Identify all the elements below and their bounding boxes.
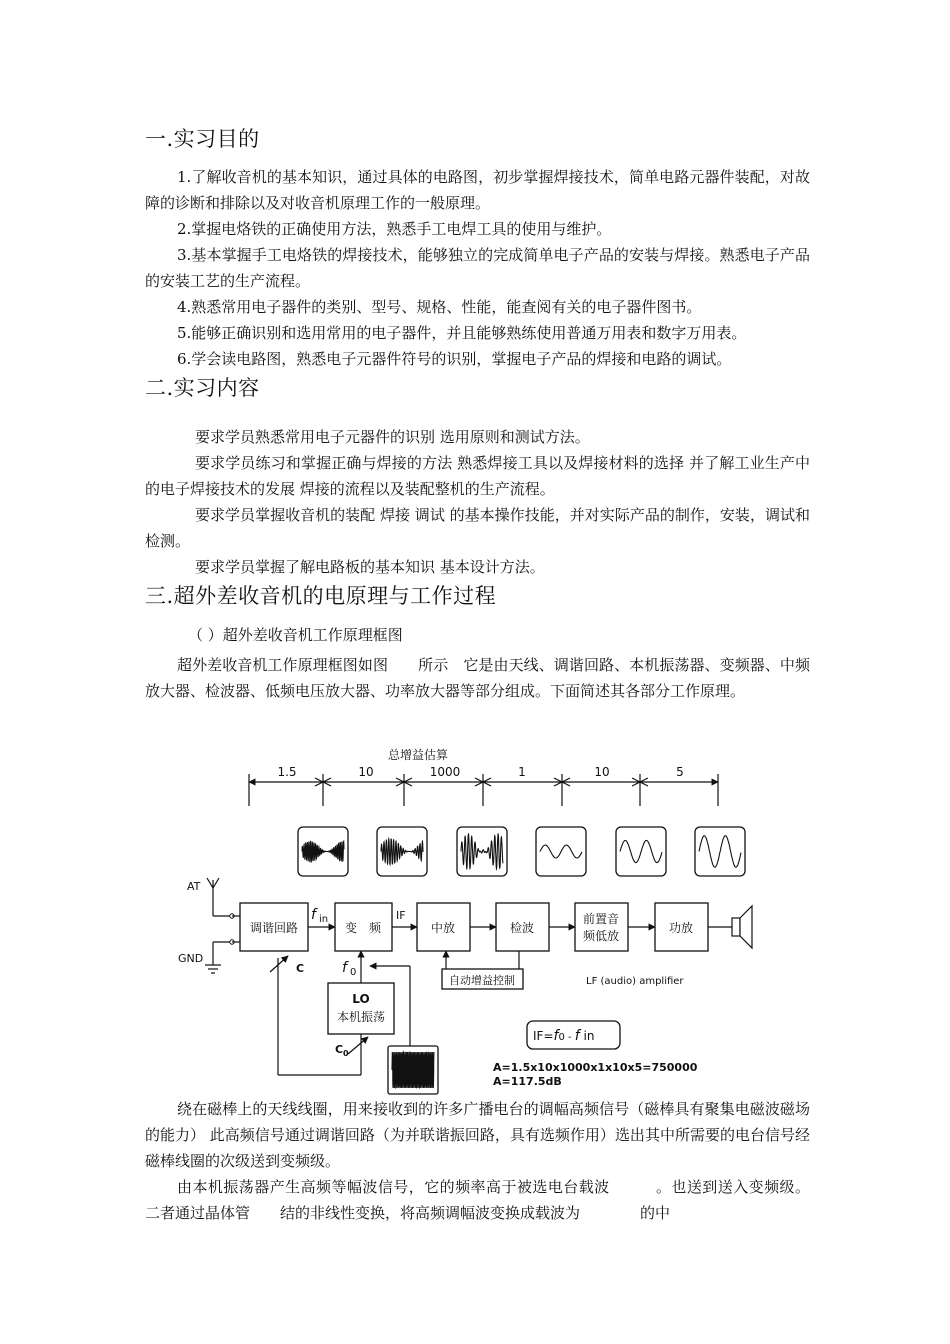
f0-sub: 0	[350, 967, 357, 978]
gain-equation-2: A=117.5dB	[493, 1075, 562, 1088]
section1-item-2: 2.掌握电烙铁的正确使用方法，熟悉手工电焊工具的使用与维护。	[177, 220, 612, 238]
gain-label-2: 10	[358, 765, 374, 779]
gain-label-3: 1000	[429, 765, 461, 779]
capacitor-c-label: C	[296, 962, 305, 975]
gain-ruler	[249, 774, 718, 806]
agc-label: 自动增益控制	[449, 974, 515, 987]
gain-label-1: 1.5	[277, 765, 297, 779]
block-if-label: 中放	[430, 921, 456, 935]
lo-label-2: 本机振荡	[336, 1010, 386, 1024]
section1-item-3: 3.基本掌握手工电烙铁的焊接技术，能够独立的完成简单电子产品的安装与焊接。熟悉电子产品的安装工艺的生产流程。	[145, 246, 810, 290]
section3-para2: 由本机振荡器产生高频等幅波信号，它的频率高于被选电台载波 。也送到送入变频级。 二者通过晶体管 结的非线性变换，将高频调幅波变换成载波为 的中	[145, 1178, 810, 1222]
gain-label-4: 1	[518, 765, 526, 779]
block-mixer-label: 变 频	[344, 921, 382, 935]
superhet-block-diagram	[170, 738, 790, 1100]
section1-item-4: 4.熟悉常用电子器件的类别、型号、规格、性能，能查阅有关的电子器件图书。	[177, 298, 702, 316]
section3-intro: 超外差收音机工作原理框图如图 所示 它是由天线、调谐回路、本机振荡器、变频器、中频放大器、检波器、低频电压放大器、功率放大器等部分组成。下面简述其各部分工作原理。	[145, 656, 810, 700]
section3-subheading: （ ）超外差收音机工作原理框图	[188, 626, 403, 644]
block-local-oscillator	[328, 983, 394, 1034]
section2-item-3: 要求学员掌握收音机的装配 焊接 调试 的基本操作技能，并对实际产品的制作，安装，调试和检测。	[145, 506, 810, 550]
lo-label-1: LO	[352, 992, 370, 1006]
waveform-lo	[392, 1052, 434, 1088]
block-detector-label: 检波	[509, 921, 535, 935]
section3-para1: 绕在磁棒上的天线线圈，用来接收到的许多广播电台的调幅高频信号（磁棒具有聚集电磁波磁场的能力） 此高频信号通过调谐回路（为并联谐振回路，具有选频作用）选出其中所需要的电台信号经磁棒线圈的次级送到变频级。	[145, 1100, 810, 1170]
block-preamp	[575, 903, 628, 951]
gain-label-5: 10	[594, 765, 610, 779]
f-in-sub: in	[319, 914, 329, 925]
f-in-label: f	[311, 907, 316, 923]
block-tuner-label: 调谐回路	[249, 921, 299, 935]
block-preamp-label-2: 频低放	[582, 929, 620, 943]
section3-title: 三.超外差收音机的电原理与工作过程	[145, 584, 497, 608]
antenna-icon	[205, 878, 230, 973]
lf-amplifier-label: LF (audio) amplifier	[586, 976, 684, 987]
antenna-label: AT	[187, 880, 201, 893]
block-power-label: 功放	[668, 921, 694, 935]
section2-item-2: 要求学员练习和掌握正确与焊接的方法 熟悉焊接工具以及焊接材料的选择 并了解工业生产中的电子焊接技术的发展 焊接的流程以及装配整机的生产流程。	[145, 454, 810, 498]
speaker-icon	[732, 906, 752, 948]
waveforms	[302, 834, 741, 1088]
gain-title: 总增益估算	[387, 748, 449, 762]
formula-text: IF=f0 - f in	[533, 1028, 595, 1044]
section1-item-6: 6.学会读电路图，熟悉电子元器件符号的识别，掌握电子产品的焊接和电路的调试。	[177, 350, 732, 368]
gain-label-6: 5	[676, 765, 684, 779]
gain-equation-1: A=1.5x10x1000x1x10x5=750000	[493, 1061, 698, 1074]
block-preamp-label-1: 前置音	[582, 912, 620, 926]
capacitor-c0-sub: 0	[343, 1049, 349, 1058]
f0-label: f	[342, 960, 347, 976]
capacitor-c0-label: C	[335, 1043, 344, 1056]
if-label: IF	[396, 909, 406, 922]
section1-item-5: 5.能够正确识别和选用常用的电子器件，并且能够熟练使用普通万用表和数字万用表。	[177, 324, 747, 342]
section1-title: 一.实习目的	[145, 127, 260, 151]
section2-title: 二.实习内容	[145, 376, 260, 400]
section2-item-4: 要求学员掌握了解电路板的基本知识 基本设计方法。	[195, 558, 545, 576]
section1-item-1: 1.了解收音机的基本知识，通过具体的电路图，初步掌握焊接技术，简单电路元器件装配，对故障的诊断和排除以及对收音机原理工作的一般原理。	[145, 168, 810, 212]
section2-item-1: 要求学员熟悉常用电子元器件的识别 选用原则和测试方法。	[195, 428, 590, 446]
ground-label: GND	[178, 952, 204, 965]
